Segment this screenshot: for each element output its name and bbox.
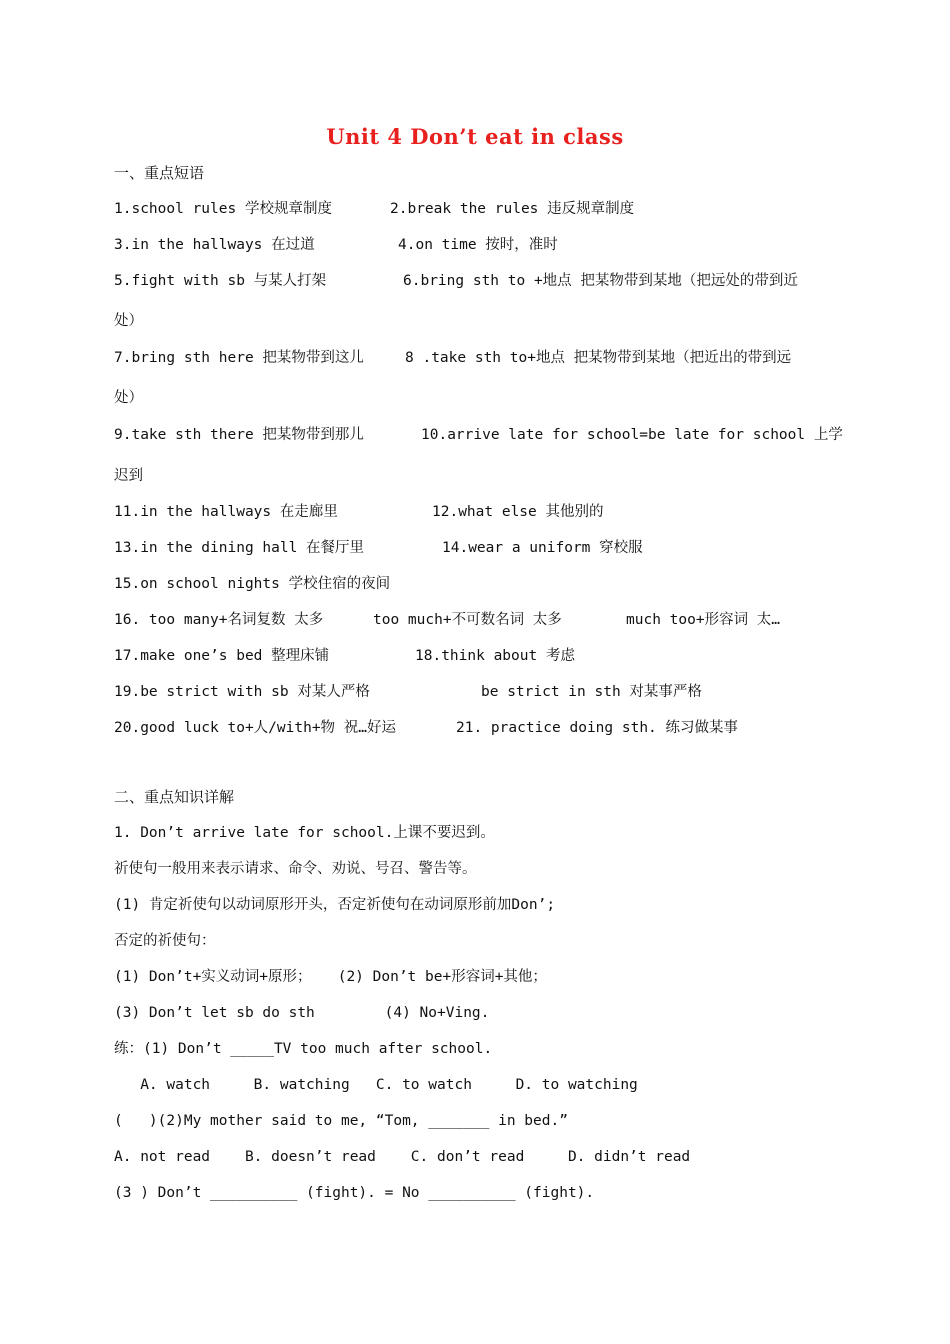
- knowledge-line: 祈使句一般用来表示请求、命令、劝说、号召、警告等。: [114, 861, 477, 877]
- phrase-item: 1.school rules 学校规章制度: [114, 201, 332, 217]
- phrase-item: 17.make one’s bed 整理床铺: [114, 648, 330, 664]
- phrase-item-continuation: 迟到: [114, 468, 143, 484]
- phrase-item: 18.think about 考虑: [415, 648, 575, 664]
- exercise-question: (3 ) Don’t __________ (fight). = No __________ (fight).: [114, 1185, 595, 1201]
- section-heading-knowledge: 二、重点知识详解: [114, 788, 235, 806]
- phrase-item: 8 .take sth to+地点 把某物带到某地（把近出的带到远: [405, 350, 792, 366]
- phrase-item: 3.in the hallways 在过道: [114, 237, 315, 253]
- phrase-item: too much+不可数名词 太多: [373, 612, 562, 628]
- exercise-question: ( )(2)My mother said to me, “Tom, _______ in bed.”: [114, 1113, 568, 1129]
- knowledge-line: (1) Don’t+实义动词+原形； (2) Don’t be+形容词+其他；: [114, 969, 547, 985]
- exercise-options: A. watch B. watching C. to watch D. to watching: [114, 1077, 638, 1093]
- phrase-item: 12.what else 其他别的: [432, 504, 604, 520]
- phrase-item: 10.arrive late for school=be late for school 上学: [421, 427, 843, 443]
- phrase-item: 5.fight with sb 与某人打架: [114, 273, 327, 289]
- phrase-item: 9.take sth there 把某物带到那儿: [114, 427, 364, 443]
- phrase-item: 4.on time 按时，准时: [398, 237, 558, 253]
- exercise-options: A. not read B. doesn’t read C. don’t read D. didn’t read: [114, 1149, 691, 1165]
- phrase-item: 21. practice doing sth. 练习做某事: [456, 720, 739, 736]
- phrase-item: 19.be strict with sb 对某人严格: [114, 684, 370, 700]
- phrase-item: 20.good luck to+人/with+物 祝…好运: [114, 720, 397, 736]
- knowledge-line: (3) Don’t let sb do sth (4) No+Ving.: [114, 1005, 490, 1021]
- phrase-item: 16. too many+名词复数 太多: [114, 612, 324, 628]
- section-heading-phrases: 一、重点短语: [114, 164, 205, 182]
- knowledge-line: 1. Don’t arrive late for school.上课不要迟到。: [114, 825, 495, 841]
- phrase-item: 14.wear a uniform 穿校服: [442, 540, 643, 556]
- phrase-item: 15.on school nights 学校住宿的夜间: [114, 576, 391, 592]
- phrase-item: 2.break the rules 违反规章制度: [390, 201, 635, 217]
- phrase-item-continuation: 处）: [114, 313, 143, 329]
- phrase-item: much too+形容词 太…: [626, 612, 781, 628]
- phrase-item: 6.bring sth to +地点 把某物带到某地（把远处的带到近: [403, 273, 798, 289]
- knowledge-line: (1) 肯定祈使句以动词原形开头，否定祈使句在动词原形前加Don’;: [114, 897, 556, 913]
- phrase-item: 13.in the dining hall 在餐厅里: [114, 540, 365, 556]
- exercise-question: 练：(1) Don’t _____TV too much after school.: [114, 1041, 493, 1057]
- page-title: Unit 4 Don’t eat in class: [326, 124, 624, 149]
- phrase-item-continuation: 处）: [114, 390, 143, 406]
- phrase-item: 11.in the hallways 在走廊里: [114, 504, 338, 520]
- knowledge-line: 否定的祈使句：: [114, 933, 216, 949]
- phrase-item: be strict in sth 对某事严格: [481, 684, 702, 700]
- phrase-item: 7.bring sth here 把某物带到这儿: [114, 350, 364, 366]
